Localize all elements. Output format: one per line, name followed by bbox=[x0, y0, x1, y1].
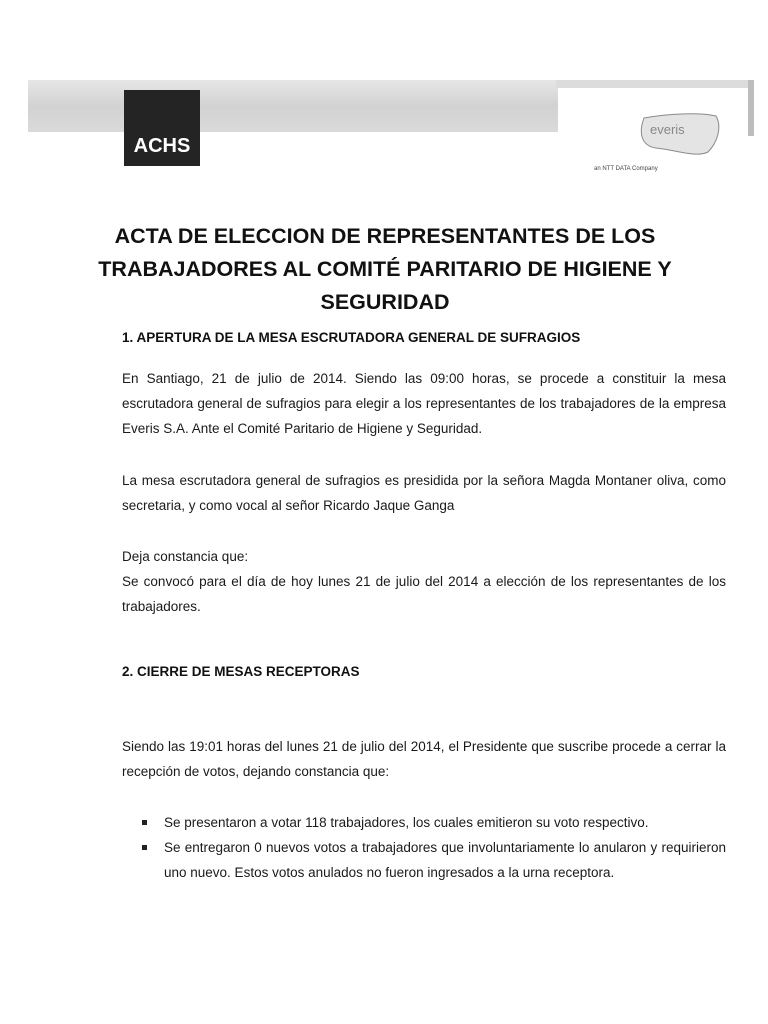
list-item bbox=[138, 810, 726, 835]
bullet-list bbox=[138, 810, 726, 885]
section1-paragraph-2: La mesa escrutadora general de sufragios es presidida por la señora Magda Montaner oliva, como secretaria, y como vocal al señor Ricardo Jaque Ganga bbox=[122, 473, 726, 513]
header-band bbox=[28, 80, 558, 132]
section2-heading: 2. CIERRE DE MESAS RECEPTORAS bbox=[122, 664, 360, 679]
document-title: ACTA DE ELECCION DE REPRESENTANTES DE LOS TRABAJADORES AL COMITÉ PARITARIO DE HIGIENE Y SEGURIDAD bbox=[98, 224, 672, 314]
everis-logo-text: everis bbox=[650, 122, 685, 137]
list-item-text: Se entregaron 0 nuevos votos a trabajadores que involuntariamente lo anularon y requirieron uno nuevo. Estos votos anulados no fueron ingresados a la urna receptora. bbox=[164, 840, 726, 880]
section1-paragraph-1: En Santiago, 21 de julio de 2014. Siendo las 09:00 horas, se procede a constituir la mesa escrutadora general de sufragios para elegir a los representantes de los trabajadores de la empresa Everis S.A. Ante el Comité Paritario de Higiene y Seguridad. bbox=[122, 371, 726, 436]
achs-logo bbox=[124, 90, 200, 166]
header-band-right bbox=[556, 80, 752, 88]
bullet-icon bbox=[142, 845, 147, 850]
everis-tagline: an NTT DATA Company bbox=[594, 166, 658, 172]
achs-logo-text: ACHS bbox=[133, 135, 191, 157]
bullet-icon bbox=[142, 820, 147, 825]
constancia-label: Deja constancia que: bbox=[122, 549, 249, 564]
list-item-text: Se presentaron a votar 118 trabajadores, los cuales emitieron su voto respectivo. bbox=[164, 815, 649, 830]
section2-paragraph-1: Siendo las 19:01 horas del lunes 21 de julio del 2014, el Presidente que suscribe procede a cerrar la recepción de votos, dejando constancia que: bbox=[122, 739, 726, 779]
list-item bbox=[138, 835, 726, 885]
everis-logo bbox=[636, 112, 722, 158]
constancia-text: Se convocó para el día de hoy lunes 21 de julio del 2014 a elección de los representantes de los trabajadores. bbox=[122, 574, 726, 614]
section1-heading: 1. APERTURA DE LA MESA ESCRUTADORA GENERAL DE SUFRAGIOS bbox=[122, 330, 581, 345]
section1-paragraph-3 bbox=[122, 544, 726, 619]
header-edge bbox=[748, 80, 754, 136]
